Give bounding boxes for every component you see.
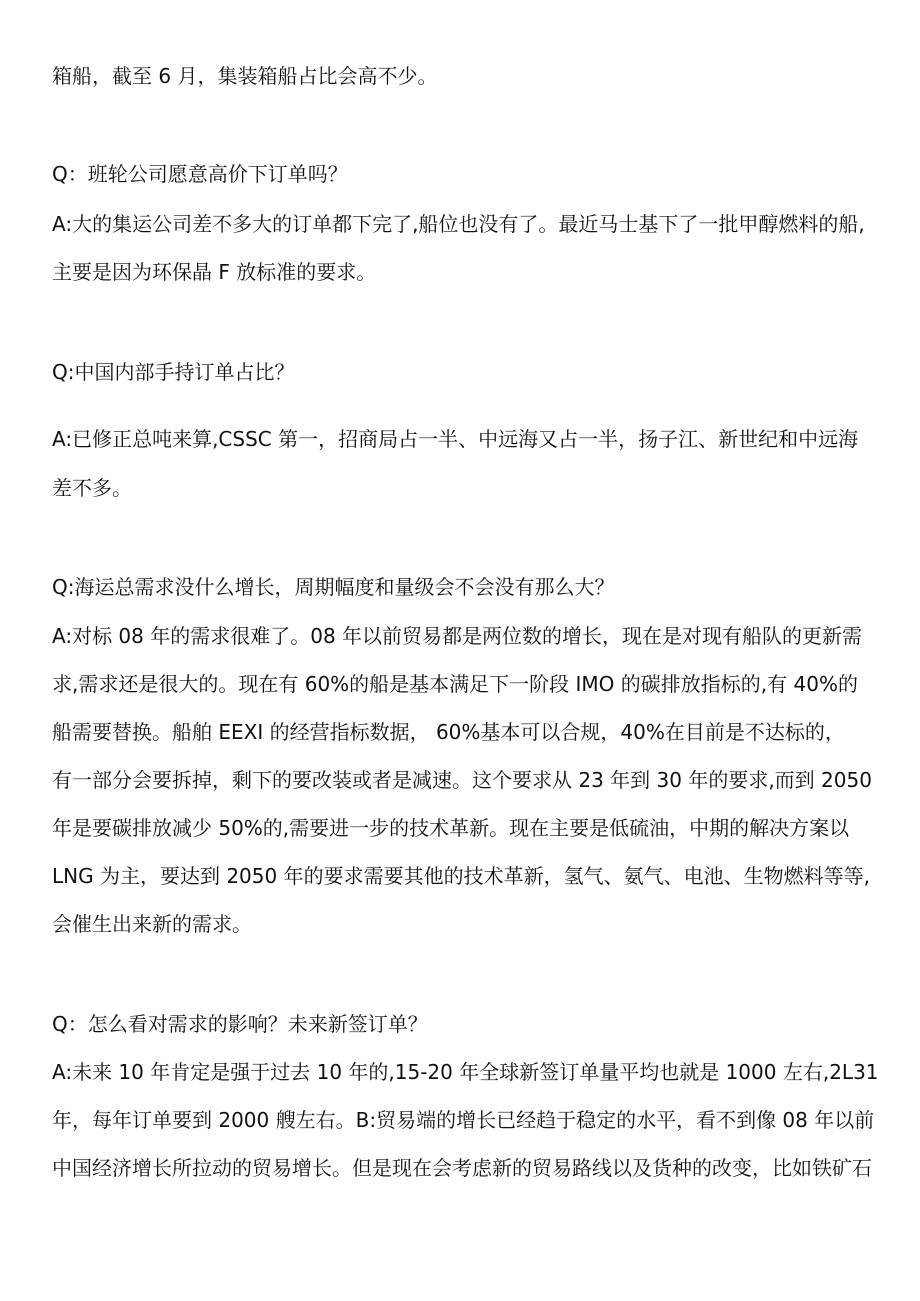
- answer-4-line-1: A:未来 10 年肯定是强于过去 10 年的,15-20 年全球新签订单量平均也就是 1000 左右,2L31: [52, 1060, 879, 1084]
- answer-3-line-5: 年是要碳排放减少 50%的,需要进一步的技术革新。现在主要是低硫油，中期的解决方案以: [52, 816, 850, 840]
- answer-3-line-2: 求,需求还是很大的。现在有 60%的船是基本满足下一阶段 IMO 的碳排放指标的,有 40%的: [52, 672, 858, 696]
- answer-2-line-1: A:已修正总吨来算,CSSC 第一，招商局占一半、中远海又占一半，扬子江、新世纪和中远海: [52, 427, 859, 451]
- answer-2-line-2: 差不多。: [52, 476, 132, 500]
- answer-1-line-2: 主要是因为环保晶 F 放标准的要求。: [52, 260, 377, 284]
- answer-3-line-1: A:对标 08 年的需求很难了。08 年以前贸易都是两位数的增长，现在是对现有船队的更新需: [52, 624, 863, 648]
- question-2: Q:中国内部手持订单占比？: [52, 360, 295, 384]
- question-1: Q：班轮公司愿意高价下订单吗？: [52, 162, 348, 186]
- answer-4-line-2: 年，每年订单要到 2000 艘左右。B:贸易端的增长已经趋于稳定的水平，看不到像 08 年以前: [52, 1108, 875, 1132]
- answer-3-line-3: 船需要替换。船舶 EEXI 的经营指标数据， 60%基本可以合规，40%在目前是不达标的，: [52, 720, 845, 744]
- answer-3-line-4: 有一部分会要拆掉，剩下的要改装或者是减速。这个要求从 23 年到 30 年的要求,而到 2050: [52, 768, 872, 792]
- question-3: Q:海运总需求没什么增长，周期幅度和量级会不会没有那么大？: [52, 575, 615, 599]
- intro-line: 箱船，截至 6 月，集装箱船占比会高不少。: [52, 64, 438, 88]
- question-4: Q：怎么看对需求的影响？未来新签订单？: [52, 1012, 428, 1036]
- answer-1-line-1: A:大的集运公司差不多大的订单都下完了,船位也没有了。最近马士基下了一批甲醇燃料的船,: [52, 212, 865, 236]
- answer-3-line-6: LNG 为主，要达到 2050 年的要求需要其他的技术革新，氢气、氨气、电池、生物燃料等等,: [52, 864, 870, 888]
- answer-3-line-7: 会催生出来新的需求。: [52, 912, 252, 936]
- answer-4-line-3: 中国经济增长所拉动的贸易增长。但是现在会考虑新的贸易路线以及货种的改变，比如铁矿石: [52, 1156, 872, 1180]
